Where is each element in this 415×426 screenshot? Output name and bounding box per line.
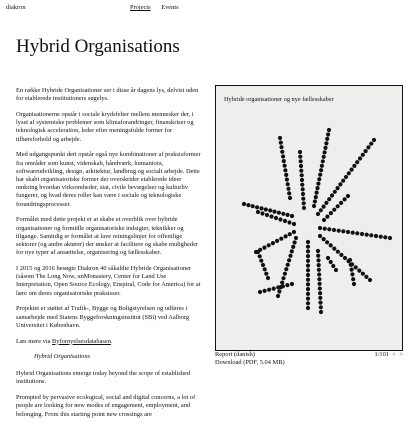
graphic-dot — [266, 276, 270, 280]
graphic-dot — [306, 282, 310, 286]
graphic-dot — [283, 219, 287, 223]
graphic-dot — [306, 254, 310, 258]
graphic-dot — [341, 229, 345, 233]
graphic-dot — [318, 282, 322, 286]
graphic-dot — [280, 150, 284, 154]
graphic-dot — [279, 237, 283, 241]
graphic-dot — [350, 272, 354, 276]
graphic-dot — [287, 191, 291, 195]
graphic-dot — [283, 168, 287, 172]
graphic-dot — [271, 241, 275, 245]
byfornyelsesdatabasen-link[interactable]: Byfornyelsesdatabasen — [52, 337, 111, 345]
graphic-dot — [383, 235, 387, 239]
graphic-dot — [349, 263, 353, 267]
paragraph: Prompted by pervasive ecological, social and digital concerns, a lot of people are looking for new modes of engagement, employment, and belonging. From this starting point new crossings are — [16, 394, 196, 418]
graphic-dot — [322, 155, 326, 159]
graphic-dot — [329, 260, 333, 264]
graphic-dot — [360, 232, 364, 236]
graphic-dot — [260, 211, 264, 215]
graphic-dot — [293, 240, 297, 244]
english-subheading: Hybrid Organisations — [34, 353, 91, 361]
graphic-dot — [264, 272, 268, 276]
graphic-dot — [288, 196, 292, 200]
graphic-dot — [267, 243, 271, 247]
graphic-dot — [317, 263, 321, 267]
graphic-dot — [320, 164, 324, 168]
graphic-dot — [351, 231, 355, 235]
graphic-dot — [361, 272, 365, 276]
graphic-dot — [323, 150, 327, 154]
graphic-dot — [261, 263, 265, 267]
graphic-dot — [283, 164, 287, 168]
graphic-dot — [324, 201, 328, 205]
graphic-dot — [319, 208, 323, 212]
graphic-dot — [281, 284, 285, 288]
graphic-dot — [263, 267, 267, 271]
graphic-dot — [306, 259, 310, 263]
graphic-dot — [319, 168, 323, 172]
graphic-dot — [379, 235, 383, 239]
nav-links — [130, 3, 188, 13]
graphic-dot — [339, 201, 343, 205]
dotted-star-graphic — [216, 86, 402, 350]
graphic-dot — [274, 216, 278, 220]
graphic-dot — [272, 287, 276, 291]
graphic-dot — [290, 249, 294, 253]
graphic-dot — [336, 186, 340, 190]
graphic-dot — [306, 292, 310, 296]
graphic-dot — [278, 136, 282, 140]
caption-label: Report (danish) — [215, 351, 255, 358]
paragraph: Med udgangspunkt deri opstår også nye kombinationer af praksisformer fra områder som kunst, videnskab, håndværk, humaniora, softwareudvikling, design, arkitektur, landbrug og socialt arbejde. Dette har skabt organisatoriske former der overskrider etablerede ideer omkring hvordan virksomheder, stat, civile bevægelser og kulturliv fungerer, og hvad deres roller kan være i sociale og teknologiske forandringsprocesser. — [16, 151, 201, 208]
graphic-dot — [326, 256, 330, 260]
graphic-dot — [301, 192, 305, 196]
graphic-dot — [299, 169, 303, 173]
graphic-dot — [323, 146, 327, 150]
graphic-dot — [352, 164, 356, 168]
graphic-dot — [315, 191, 319, 195]
paragraph: Projektet er støttet af Trafik-, Bygge og Boligstyrelsen og udføres i samarbejde med Statens Byggeforskningsinstitut (SBi) ved Aalborg Universitet i København. — [16, 305, 190, 329]
read-more-suffix: . — [110, 337, 113, 345]
graphic-dot — [322, 205, 326, 209]
graphic-dot — [369, 142, 373, 146]
prev-arrow-icon[interactable]: < — [392, 351, 396, 358]
graphic-dot — [292, 230, 296, 234]
graphic-dot — [288, 232, 292, 236]
graphic-dot — [318, 234, 322, 238]
graphic-dot — [286, 187, 290, 191]
graphic-dot — [343, 197, 347, 201]
graphic-dot — [312, 204, 316, 208]
graphic-dot — [361, 153, 365, 157]
graphic-dot — [288, 254, 292, 258]
read-more-prefix: Læs mere via — [16, 337, 53, 345]
graphic-dot — [286, 182, 290, 186]
graphic-dot — [276, 294, 280, 298]
graphic-dot — [355, 231, 359, 235]
graphic-dot — [286, 263, 290, 267]
graphic-dot — [284, 173, 288, 177]
graphic-dot — [323, 227, 327, 231]
graphic-dot — [366, 145, 370, 149]
graphic-dot — [318, 173, 322, 177]
graphic-dot — [291, 245, 295, 249]
graphic-dot — [255, 205, 259, 209]
graphic-dot — [281, 276, 285, 280]
graphic-dot — [327, 128, 331, 132]
graphic-dot — [298, 155, 302, 159]
graphic-dot — [282, 159, 286, 163]
graphic-dot — [300, 178, 304, 182]
graphic-dot — [299, 164, 303, 168]
graphic-dot — [332, 208, 336, 212]
graphic-dot — [287, 220, 291, 224]
graphic-dot — [329, 211, 333, 215]
graphic-dot — [325, 240, 329, 244]
graphic-dot — [278, 217, 282, 221]
top-nav — [6, 3, 409, 13]
graphic-dot — [331, 264, 335, 268]
graphic-dot — [358, 156, 362, 160]
graphic-dot — [306, 278, 310, 282]
graphic-dot — [316, 258, 320, 262]
graphic-dot — [302, 206, 306, 210]
graphic-dot — [294, 236, 298, 240]
paragraph: Hybrid Organisations emerge today beyond the scope of established institutions. — [16, 370, 191, 386]
graphic-dot — [332, 247, 336, 251]
graphic-dot — [341, 179, 345, 183]
graphic-dot — [347, 171, 351, 175]
graphic-dot — [339, 253, 343, 257]
graphic-dot — [333, 190, 337, 194]
graphic-dot — [318, 296, 322, 300]
report-cover-image[interactable] — [215, 85, 403, 351]
graphic-dot — [369, 233, 373, 237]
graphic-dot — [355, 160, 359, 164]
graphic-dot — [318, 286, 322, 290]
graphic-dot — [251, 204, 255, 208]
graphic-dot — [326, 132, 330, 136]
graphic-dot — [334, 268, 338, 272]
page-title: Hybrid Organisations — [16, 36, 180, 57]
gallery-arrows — [390, 351, 403, 359]
graphic-dot — [264, 207, 268, 211]
graphic-dot — [258, 290, 262, 294]
graphic-dot — [285, 177, 289, 181]
graphic-dot — [281, 212, 285, 216]
graphic-dot — [280, 281, 284, 285]
graphic-dot — [299, 159, 303, 163]
graphic-dot — [316, 182, 320, 186]
graphic-dot — [277, 289, 281, 293]
image-counter: 1/101 — [374, 351, 389, 358]
graphic-dot — [306, 306, 310, 310]
next-arrow-icon[interactable]: > — [399, 351, 403, 358]
graphic-dot — [259, 259, 263, 263]
graphic-dot — [306, 240, 310, 244]
graphic-dot — [351, 277, 355, 281]
graphic-dot — [258, 254, 262, 258]
article-body — [16, 87, 204, 426]
graphic-dot — [262, 246, 266, 250]
graphic-dot — [332, 228, 336, 232]
nav-link-projects[interactable]: Projects — [130, 4, 151, 11]
graphic-dot — [321, 159, 325, 163]
graphic-dot — [313, 199, 317, 203]
site-name-link[interactable]: diakron — [6, 4, 26, 11]
graphic-dot — [306, 264, 310, 268]
graphic-dot — [301, 197, 305, 201]
graphic-dot — [319, 310, 323, 314]
graphic-dot — [246, 203, 250, 207]
graphic-dot — [284, 234, 288, 238]
graphic-dot — [317, 277, 321, 281]
paragraph: En række Hybride Organisationer ser i disse år dagens lys, delvist uden for etablerede institutioners søgelys. — [16, 87, 199, 103]
graphic-dot — [324, 141, 328, 145]
graphic-dot — [283, 272, 287, 276]
graphic-dot — [306, 273, 310, 277]
download-pdf-link[interactable]: Download (PDF, 5.04 MB) — [215, 359, 285, 367]
graphic-dot — [337, 229, 341, 233]
graphic-dot — [298, 150, 302, 154]
graphic-dot — [318, 291, 322, 295]
graphic-dot — [350, 168, 354, 172]
graphic-dot — [306, 249, 310, 253]
graphic-dot — [364, 149, 368, 153]
graphic-dot — [300, 173, 304, 177]
graphic-dot — [344, 175, 348, 179]
graphic-dot — [343, 256, 347, 260]
graphic-dot — [267, 288, 271, 292]
graphic-dot — [292, 222, 296, 226]
graphic-dot — [279, 141, 283, 145]
graphic-dot — [327, 197, 331, 201]
graphic-dot — [306, 268, 310, 272]
graphic-dot — [300, 183, 304, 187]
graphic-dot — [327, 227, 331, 231]
paragraph: Formålet med dette projekt er at skabe et overblik over hybride organisationer og formidle organisatoriske indsigter, teknikker og tilgange. Samtidig er formålet at lave retningslinjer for offentlige sektorer (og andre aktører) der ønsker at facilitere og skabe muligheder for nye typer af ansættelse, organisering og fællesskaber. — [16, 216, 199, 257]
graphic-dot — [346, 194, 350, 198]
graphic-dot — [317, 272, 321, 276]
graphic-dot — [330, 193, 334, 197]
graphic-dot — [290, 282, 294, 286]
graphic-dot — [263, 289, 267, 293]
graphic-dot — [317, 177, 321, 181]
graphic-dot — [348, 258, 352, 262]
graphic-dot — [388, 236, 392, 240]
graphic-dot — [350, 268, 354, 272]
graphic-dot — [352, 282, 356, 286]
graphic-dot — [259, 206, 263, 210]
graphic-dot — [368, 278, 372, 282]
graphic-dot — [279, 145, 283, 149]
graphic-dot — [268, 208, 272, 212]
graphic-dot — [242, 202, 246, 206]
graphic-dot — [287, 258, 291, 262]
graphic-dot — [316, 249, 320, 253]
graphic-dot — [322, 237, 326, 241]
graphic-dot — [336, 250, 340, 254]
image-caption — [215, 351, 403, 368]
graphic-dot — [357, 269, 361, 273]
graphic-dot — [317, 268, 321, 272]
paragraph: Organisationerne opstår i sociale krydsfelter mellem mennesker der, i lyset af systemiske problemer som klimaforandringer, finanskriser og teknologisk acceleration, leder efter meningsfulde former for tilhørsforhold og arbejde. — [16, 111, 194, 143]
graphic-dot — [315, 186, 319, 190]
graphic-dot — [284, 267, 288, 271]
graphic-dot — [365, 233, 369, 237]
graphic-dot — [301, 187, 305, 191]
graphic-dot — [319, 305, 323, 309]
graphic-dot — [290, 214, 294, 218]
graphic-dot — [325, 137, 329, 141]
graphic-dot — [338, 182, 342, 186]
graphic-dot — [281, 154, 285, 158]
graphic-dot — [256, 250, 260, 254]
graphic-dot — [325, 215, 329, 219]
graphic-dot — [354, 265, 358, 269]
graphic-dot — [306, 287, 310, 291]
report-cover-title: Hybride organisationer og nye fællesskaber — [224, 96, 334, 103]
graphic-dot — [372, 138, 376, 142]
graphic-dot — [329, 243, 333, 247]
graphic-dot — [265, 213, 269, 217]
graphic-dot — [318, 226, 322, 230]
graphic-dot — [364, 275, 368, 279]
graphic-dot — [374, 234, 378, 238]
graphic-dot — [336, 204, 340, 208]
graphic-dot — [316, 212, 320, 216]
graphic-dot — [314, 195, 318, 199]
graphic-dot — [318, 301, 322, 305]
graphic-dot — [306, 297, 310, 301]
paragraph-read-more — [16, 338, 204, 346]
paragraph: I 2015 og 2016 besøgte Diakron 40 såkaldte Hybride Organisationer (såsom The Long Now, unMonastery, Center for Land Use Interpretation, Open Source Ecology, Enspiral, Code for America) for at lære om deres organisatoriske praksisser. — [16, 265, 201, 297]
graphic-dot — [306, 245, 310, 249]
graphic-dot — [272, 210, 276, 214]
graphic-dot — [306, 301, 310, 305]
graphic-dot — [276, 285, 280, 289]
graphic-dot — [286, 213, 290, 217]
graphic-dot — [256, 210, 260, 214]
graphic-dot — [322, 218, 326, 222]
nav-link-events[interactable]: Events — [161, 4, 179, 11]
graphic-dot — [302, 201, 306, 205]
graphic-dot — [316, 254, 320, 258]
graphic-dot — [277, 211, 281, 215]
graphic-dot — [269, 214, 273, 218]
graphic-dot — [275, 239, 279, 243]
graphic-dot — [285, 283, 289, 287]
graphic-dot — [346, 230, 350, 234]
